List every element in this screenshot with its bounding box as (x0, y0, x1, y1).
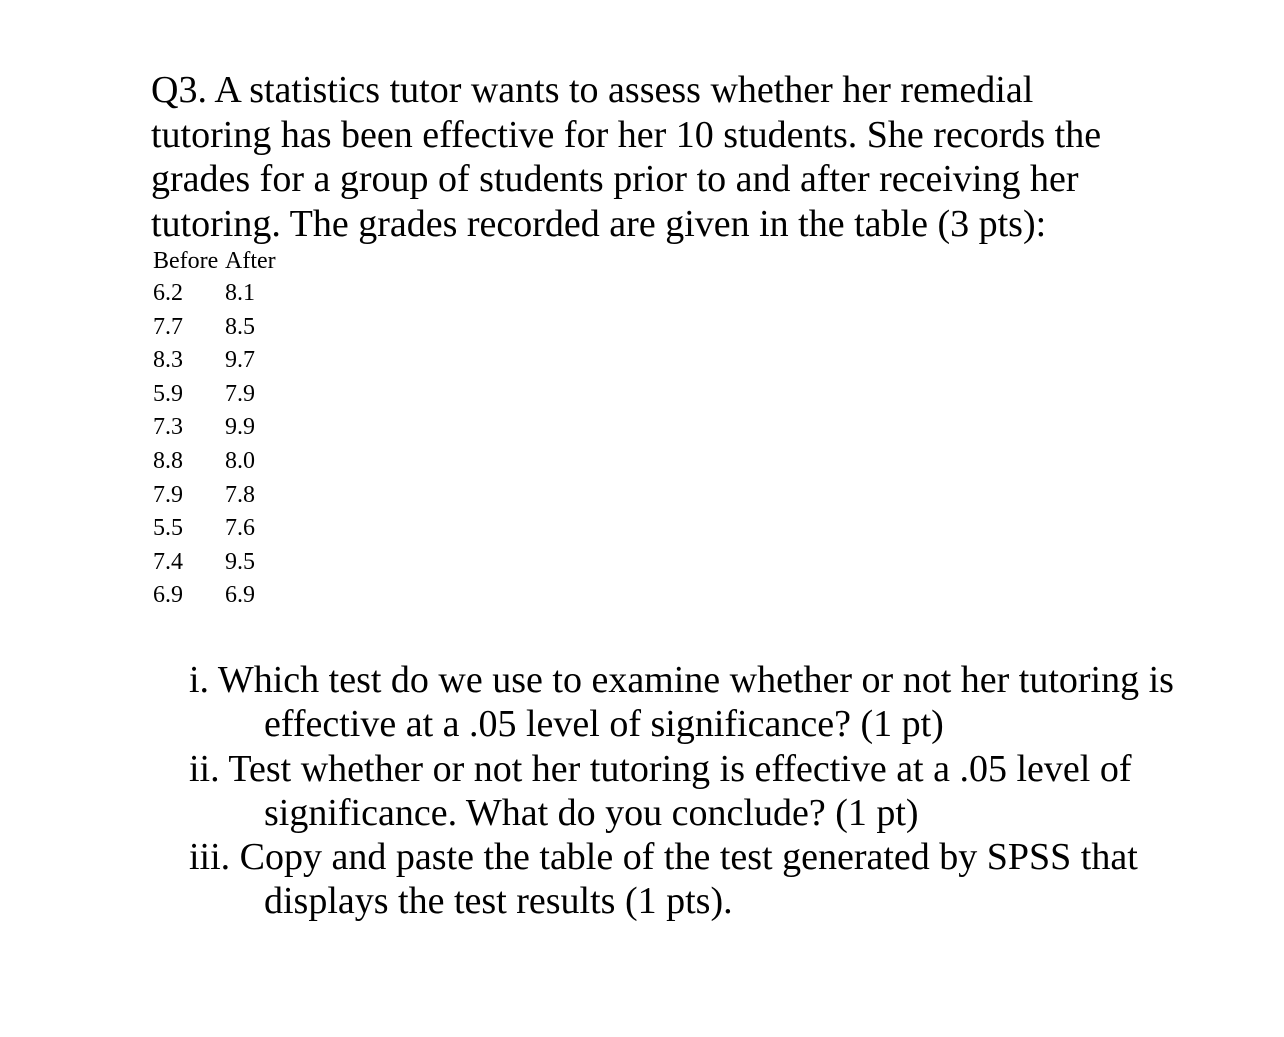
before-value: 6.2 (153, 280, 183, 306)
table-row (153, 479, 276, 513)
after-value: 8.5 (225, 313, 255, 340)
after-value: 7.8 (225, 481, 255, 508)
after-value: 8.0 (225, 447, 255, 474)
before-value: 7.4 (153, 548, 183, 575)
after-value: 9.5 (225, 548, 255, 575)
before-value: 5.9 (153, 380, 183, 407)
question-text: Q3. A statistics tutor wants to assess whether her remedial tutoring has been effective for her 10 students. She records the grades for a group of students prior to and after receiving her tutoring. The grades recorded are given in the table (3 pts): (151, 69, 1102, 245)
column-header-before: Before (153, 248, 219, 274)
column-header-after: After (225, 248, 276, 274)
before-value: 7.9 (153, 481, 183, 508)
table-row (153, 411, 276, 445)
table-row (153, 277, 276, 311)
after-value: 7.6 (225, 515, 255, 542)
table-row (153, 512, 276, 546)
before-value: 8.8 (153, 447, 183, 474)
table-row (153, 311, 276, 345)
after-value: 8.1 (225, 280, 255, 306)
before-value: 7.3 (153, 414, 183, 441)
after-value: 7.9 (225, 380, 255, 407)
subquestion-list (189, 658, 1189, 924)
table-row (153, 546, 276, 580)
table-row (153, 445, 276, 479)
after-value: 6.9 (225, 582, 255, 609)
subquestion-i: i. Which test do we use to examine whether or not her tutoring is effective at a .05 level of significance? (1 pt) (189, 659, 1174, 746)
after-value: 9.9 (225, 414, 255, 441)
before-value: 7.7 (153, 313, 183, 340)
table-header-row (153, 246, 276, 277)
after-value: 9.7 (225, 347, 255, 374)
subquestion-iii: iii. Copy and paste the table of the test generated by SPSS that displays the test results (1 pts). (189, 836, 1138, 923)
grades-table (153, 246, 276, 613)
before-value: 8.3 (153, 347, 183, 374)
subquestion-ii: ii. Test whether or not her tutoring is effective at a .05 level of significance. What do you conclude? (1 pt) (189, 747, 1132, 834)
table-row (153, 579, 276, 613)
table-row (153, 344, 276, 378)
table-row (153, 378, 276, 412)
before-value: 6.9 (153, 582, 183, 609)
before-value: 5.5 (153, 515, 183, 542)
